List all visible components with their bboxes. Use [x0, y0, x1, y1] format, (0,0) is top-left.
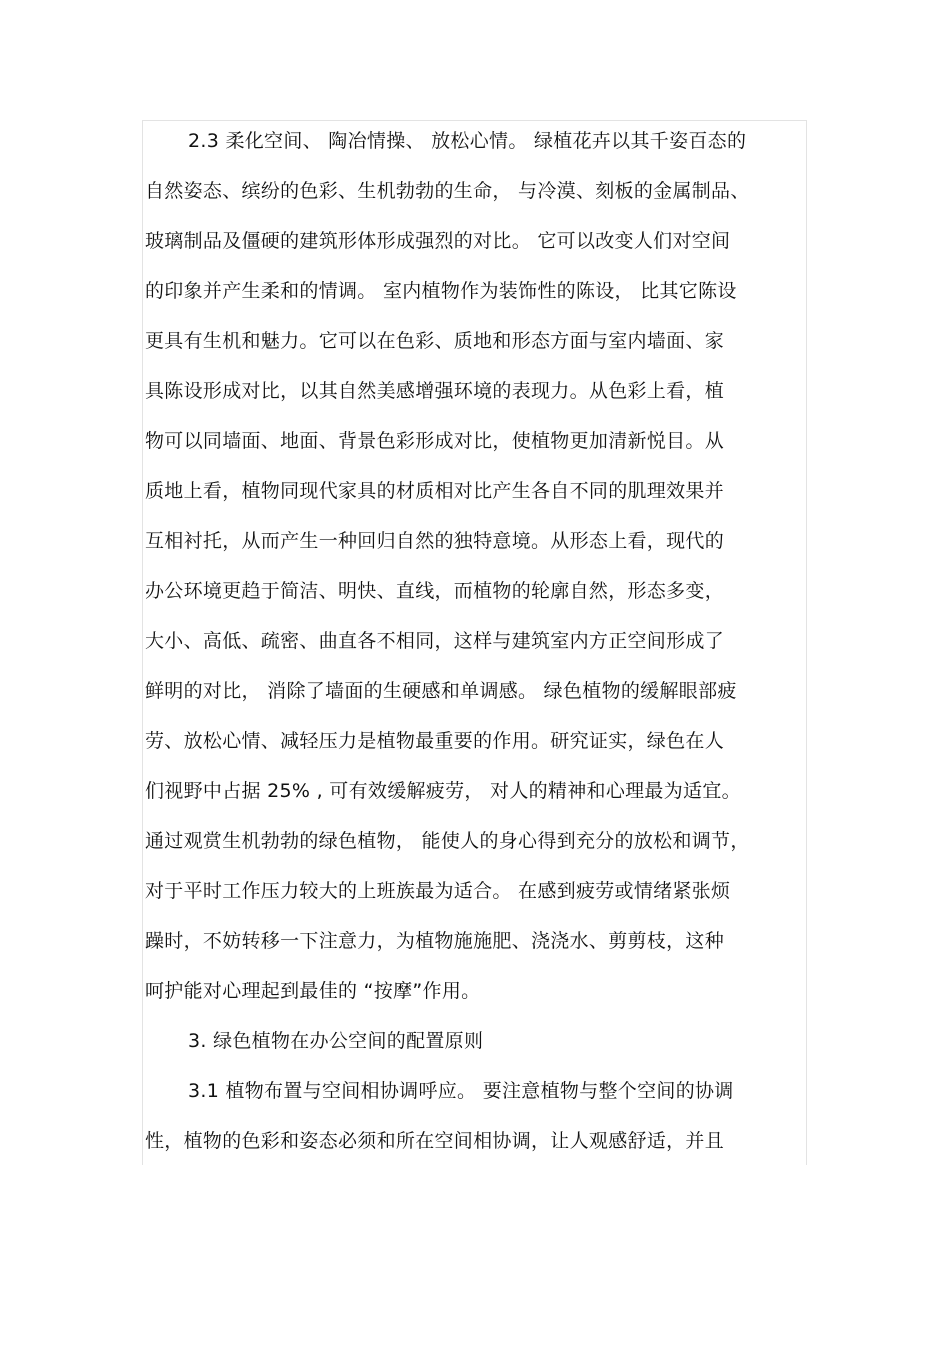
text-line: 性，植物的色彩和姿态必须和所在空间相协调，让人观感舒适，并且 — [145, 1130, 725, 1152]
text-line: 物可以同墙面、地面、背景色彩形成对比，使植物更加清新悦目。从 — [145, 430, 725, 452]
text-line: 们视野中占据 25% , 可有效缓解疲劳， 对人的精神和心理最为适宜。 — [145, 780, 741, 802]
text-line: 3.1 植物布置与空间相协调呼应。 要注意植物与整个空间的协调 — [188, 1080, 734, 1102]
text-line: 互相衬托，从而产生一种回归自然的独特意境。从形态上看，现代的 — [145, 530, 725, 552]
text-line: 质地上看，植物同现代家具的材质相对比产生各自不同的肌理效果并 — [145, 480, 725, 502]
text-line: 躁时，不妨转移一下注意力，为植物施施肥、浇浇水、剪剪枝，这种 — [145, 930, 725, 952]
text-line: 劳、放松心情、减轻压力是植物最重要的作用。研究证实，绿色在人 — [145, 730, 725, 752]
text-line: 2.3 柔化空间、 陶冶情操、 放松心情。 绿植花卉以其千姿百态的 — [188, 130, 747, 152]
text-line: 具陈设形成对比，以其自然美感增强环境的表现力。从色彩上看，植 — [145, 380, 725, 402]
text-line: 自然姿态、缤纷的色彩、生机勃勃的生命， 与冷漠、刻板的金属制品、 — [145, 180, 750, 202]
text-line: 呵护能对心理起到最佳的 “按摩”作用。 — [145, 980, 481, 1002]
text-line: 对于平时工作压力较大的上班族最为适合。 在感到疲劳或情绪紧张烦 — [145, 880, 731, 902]
text-line: 鲜明的对比， 消除了墙面的生硬感和单调感。 绿色植物的缓解眼部疲 — [145, 680, 737, 702]
text-line: 的印象并产生柔和的情调。 室内植物作为装饰性的陈设， 比其它陈设 — [145, 280, 737, 302]
text-line: 办公环境更趋于简洁、明快、直线，而植物的轮廓自然，形态多变， — [145, 580, 725, 602]
text-line: 玻璃制品及僵硬的建筑形体形成强烈的对比。 它可以改变人们对空间 — [145, 230, 731, 252]
text-line: 通过观赏生机勃勃的绿色植物， 能使人的身心得到充分的放松和调节， — [145, 830, 750, 852]
text-line: 更具有生机和魅力。它可以在色彩、质地和形态方面与室内墙面、家 — [145, 330, 725, 352]
section-heading: 3. 绿色植物在办公空间的配置原则 — [188, 1030, 484, 1052]
text-line: 大小、高低、疏密、曲直各不相同，这样与建筑室内方正空间形成了 — [145, 630, 725, 652]
